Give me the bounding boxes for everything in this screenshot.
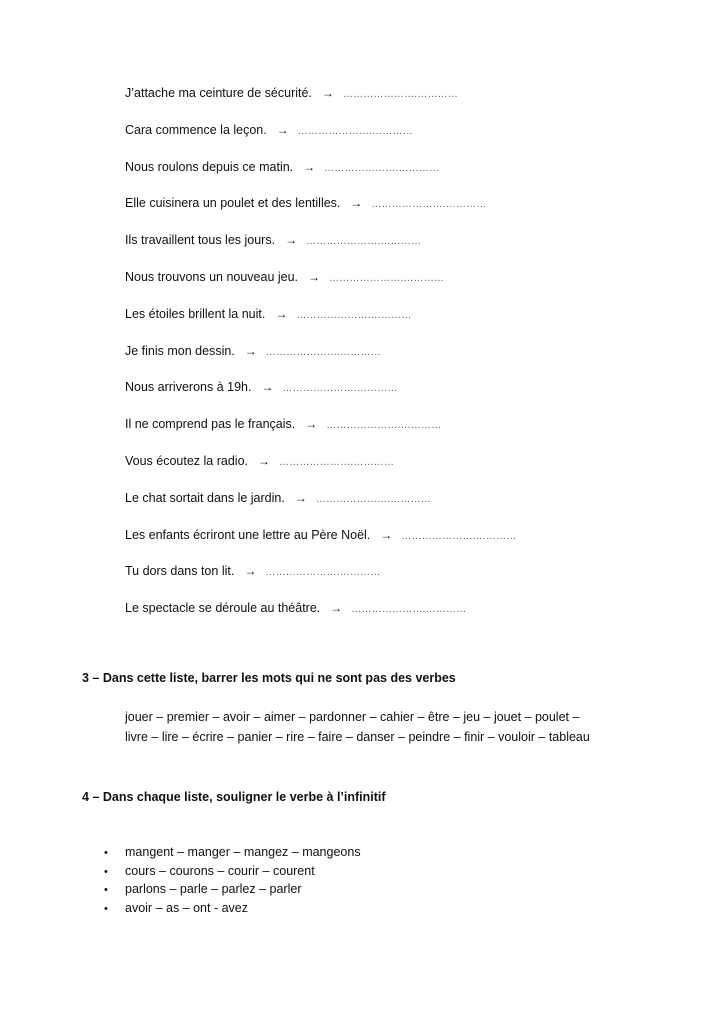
bullet-icon: • [104,847,108,859]
exercise-line [125,194,685,231]
answer-blank: ………………….………… [282,383,398,395]
arrow-icon: → [305,417,318,432]
arrow-icon: → [294,490,307,505]
list-item-text: avoir – as – ont - avez [125,900,248,915]
arrow-icon: → [350,196,363,211]
bullet-icon: • [104,902,108,915]
sentence: J’attache ma ceinture de sécurité. [125,86,312,100]
exercise-line [125,489,685,526]
sentence: Nous roulons depuis ce matin. [125,159,294,174]
section-3-title: 3 – Dans cette liste, barrer les mots qui ne sont pas des verbes [82,671,456,685]
arrow-icon: → [244,343,257,358]
sentence: Il ne comprend pas le français. [125,417,296,432]
word-list-line: jouer – premier – avoir – aimer – pardonner – cahier – être – jeu – jouet – poulet – [125,710,580,724]
exercise-line [125,599,685,636]
list-item [104,862,361,881]
arrow-icon: → [275,306,288,321]
list-item-text: mangent – manger – mangez – mangeons [125,845,361,859]
list-item-text: cours – courons – courir – courent [125,863,315,878]
sentence: Elle cuisinera un poulet et des lentilles. [125,196,341,211]
arrow-icon: → [285,233,298,248]
sentence: Ils travaillent tous les jours. [125,233,276,248]
sentence: Les enfants écriront une lettre au Père Noël. [125,527,371,542]
transformation-exercise-list [125,84,685,636]
exercise-line [125,158,685,195]
answer-blank: ………………….………… [351,604,467,616]
list-item [104,899,361,918]
bullet-icon: • [104,865,108,878]
answer-blank: ………………….………… [297,125,413,137]
sentence: Vous écoutez la radio. [125,453,248,468]
arrow-icon: → [244,564,257,579]
answer-blank: ………………….………… [401,530,517,542]
answer-blank: ………………….………… [315,493,432,505]
sentence: Cara commence la leçon. [125,122,267,137]
list-item-text: parlons – parle – parlez – parler [125,882,302,896]
sentence: Les étoiles brillent la nuit. [125,306,266,321]
section-4-title: 4 – Dans chaque liste, souligner le verbe à l’infinitif [82,790,386,804]
verb-word-list [125,707,685,747]
exercise-line [125,378,685,415]
sentence: Nous arriverons à 19h. [125,380,252,395]
bullet-icon: • [104,884,108,896]
arrow-icon: → [261,380,274,395]
sentence: Nous trouvons un nouveau jeu. [125,269,299,284]
arrow-icon: → [258,453,270,468]
list-item [104,843,361,862]
answer-blank: ………………….………… [296,309,412,321]
arrow-icon: → [330,601,343,616]
exercise-line [125,562,685,599]
answer-blank: ………………….………… [265,567,381,579]
list-item [104,880,361,899]
exercise-line [125,84,685,121]
arrow-icon: → [380,527,393,542]
answer-blank: ………………….………… [371,199,487,211]
answer-blank: ………………….………… [342,89,459,100]
word-list-line: livre – lire – écrire – panier – rire – faire – danser – peindre – finir – vouloir – tableau [125,730,590,744]
answer-blank: ………………….………… [324,162,440,174]
answer-blank: ………………….………… [326,420,442,432]
sentence: Je finis mon dessin. [125,343,235,358]
arrow-icon: → [308,269,321,284]
infinitive-bullet-list [104,843,361,917]
exercise-line [125,342,685,379]
sentence: Tu dors dans ton lit. [125,564,235,579]
arrow-icon: → [303,159,316,174]
sentence: Le spectacle se déroule au théâtre. [125,601,321,616]
answer-blank: ………………….………… [265,346,381,358]
answer-blank: ………………….………… [279,456,395,468]
exercise-line [125,415,685,452]
exercise-line [125,452,685,489]
answer-blank: ………………….………… [329,272,445,284]
arrow-icon: → [321,86,334,100]
exercise-line [125,121,685,158]
exercise-line [125,268,685,305]
exercise-line [125,526,685,563]
answer-blank: ………………….………… [306,236,422,248]
arrow-icon: → [276,122,289,137]
exercise-line [125,305,685,342]
exercise-line [125,231,685,268]
sentence: Le chat sortait dans le jardin. [125,490,285,505]
